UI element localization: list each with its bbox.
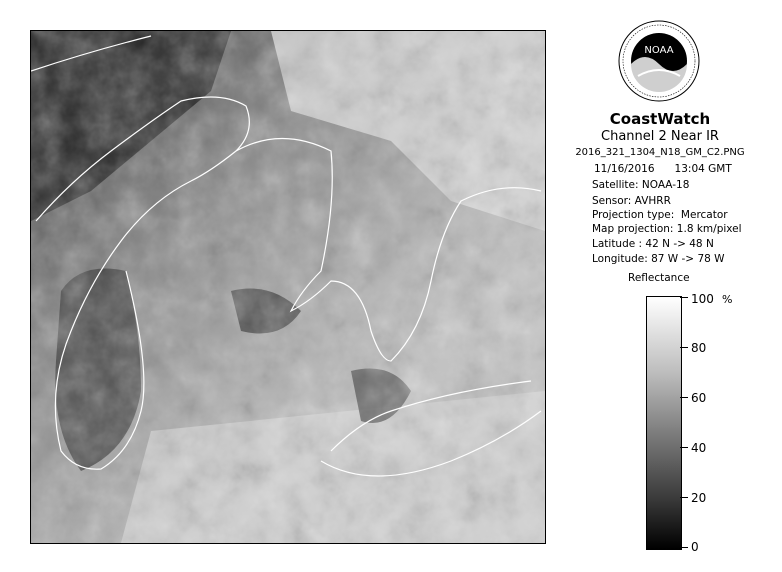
channel-subtitle: Channel 2 Near IR [601,129,719,144]
tick-label: 0 [691,540,699,554]
color-bar [646,296,682,550]
satellite-map [30,30,546,544]
date-time: 11/16/2016 13:04 GMT [594,163,732,175]
tick-label: 100 [691,292,714,306]
tick-label: 40 [691,441,707,455]
tick-mark [680,547,688,548]
file-name: 2016_321_1304_N18_GM_C2.PNG [575,147,745,158]
tick-label: 20 [691,491,707,505]
satellite-info: Satellite: NOAA-18 [592,179,690,191]
tick-mark [680,447,688,448]
tick-mark [680,297,688,298]
tick-label: 60 [691,391,707,405]
noaa-seal-icon [618,20,700,102]
longitude-info: Longitude: 87 W -> 78 W [592,253,725,265]
map-projection-info: Map projection: 1.8 km/pixel [592,223,742,235]
noaa-logo [618,20,700,102]
latitude-info: Latitude : 42 N -> 48 N [592,238,714,250]
tick-mark [680,347,688,348]
logo-center-text: NOAA [644,45,674,56]
map-image [31,31,545,543]
brand-title: CoastWatch [609,110,711,128]
sensor-info: Sensor: AVHRR [592,195,671,207]
projection-type-info: Projection type: Mercator [592,209,728,221]
tick-label: 80 [691,341,707,355]
tick-mark [680,397,688,398]
legend-title: Reflectance [628,272,690,284]
legend-unit: % [722,293,733,306]
tick-mark [680,497,688,498]
